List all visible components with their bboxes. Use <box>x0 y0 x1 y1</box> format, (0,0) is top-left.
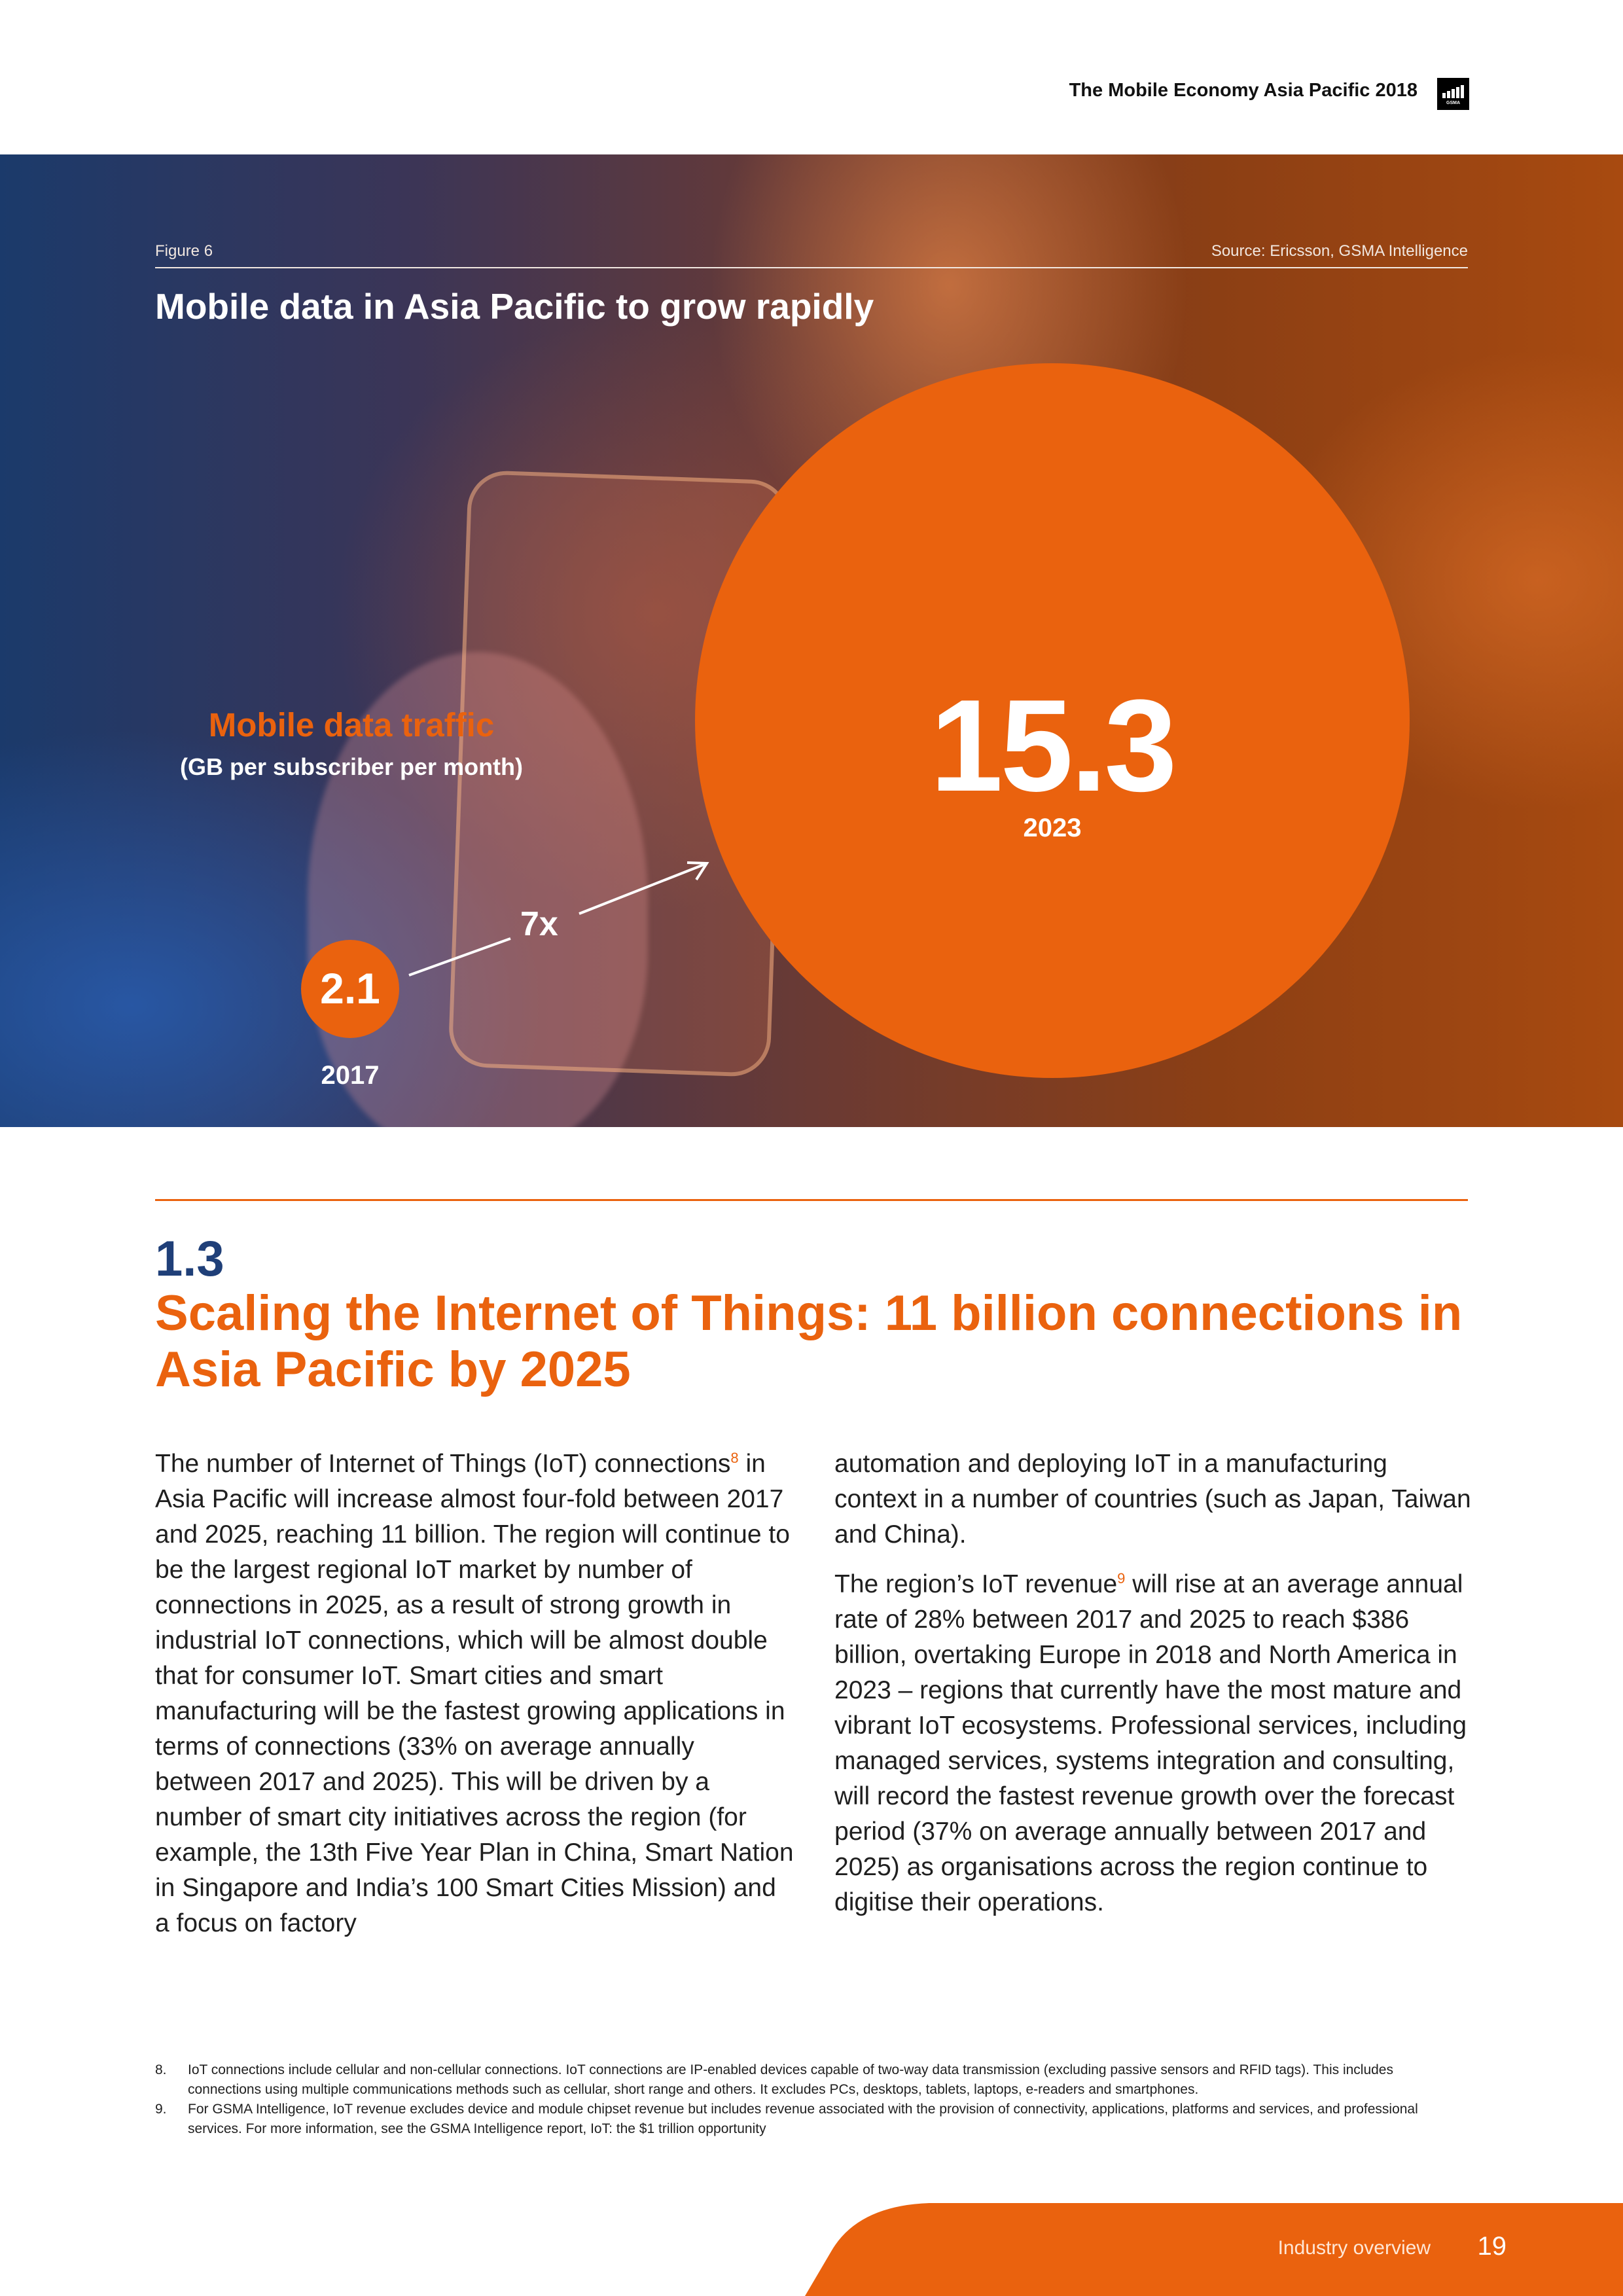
value-bubble-2023 <box>695 363 1410 1078</box>
gsma-logo-icon <box>1437 78 1469 110</box>
section-title: Scaling the Internet of Things: 11 billion connections in Asia Pacific by 2025 <box>155 1285 1463 1397</box>
year-2023: 2023 <box>1023 814 1082 842</box>
figure-source: Source: Ericsson, GSMA Intelligence <box>1211 242 1468 260</box>
footer-section-name: Industry overview <box>1277 2237 1431 2259</box>
section-number: 1.3 <box>155 1231 224 1287</box>
report-title: The Mobile Economy Asia Pacific 2018 <box>1069 80 1418 101</box>
body-paragraph: automation and deploying IoT in a manufacturing context in a number of countries (such as Japan, Taiwan and China). <box>834 1450 1471 1549</box>
arrow-line-upper <box>579 864 705 914</box>
logo-text: GSMA <box>1446 101 1460 105</box>
page-number: 19 <box>1477 2232 1507 2261</box>
body-column-right <box>834 1446 1476 1935</box>
value-bubble-2017 <box>301 940 399 1038</box>
figure-label: Figure 6 <box>155 242 213 260</box>
body-paragraph: The number of Internet of Things (IoT) connections$^8$ in Asia Pacific will increase almost four-fold between 2017 and 2025, reaching 11 billion. The region will continue to be the largest regional IoT market by number of connections in 2025, as a result of strong growth in industrial IoT connections, which will be almost double that for consumer IoT. Smart cities and smart manufacturing will be the fastest growing applications in terms of connections (33% on average annually between 2017 and 2025). This will be driven by a number of smart city initiatives across the region (for example, the 13th Five Year Plan in China, Smart Nation in Singapore and India’s 100 Smart Cities Mission) and a focus on factory <box>155 1450 794 1937</box>
arrow-line-lower <box>409 939 510 975</box>
body-column-left <box>155 1446 796 1956</box>
value-2023: 15.3 <box>930 673 1175 819</box>
body-paragraph: The region’s IoT revenue$^9$ will rise at an average annual rate of 28% between 2017 and 2025 to reach $386 billion, overtaking Europe in 2018 and North America in 2023 – regions that currently have the most mature and vibrant IoT ecosystems. Professional services, including managed services, systems integration and consulting, will record the fastest revenue growth over the forecast period (37% on average annually between 2017 and 2025) as organisations across the region continue to digitise their operations. <box>834 1570 1467 1916</box>
figure-title: Mobile data in Asia Pacific to grow rapidly <box>155 286 874 327</box>
footnote-ref-8[interactable]: 8 <box>730 1450 739 1466</box>
metric-unit: (GB per subscriber per month) <box>179 753 524 780</box>
footnote-item: 8. IoT connections include cellular and non-cellular connections. IoT connections are IP-enabled devices capable of two-way data transmission (excluding passive sensors and RFID tags). This includes connections using multiple communications methods such as cellular, short range and others. It excludes PCs, desktops, tablets, laptops, e-readers and smartphones. <box>155 2062 1393 2097</box>
value-2017: 2.1 <box>320 964 380 1013</box>
footnotes <box>155 2060 1468 2139</box>
growth-multiplier: 7x <box>520 905 558 943</box>
section-divider <box>155 1199 1468 1201</box>
year-2017: 2017 <box>321 1061 380 1090</box>
footnote-item: 9. For GSMA Intelligence, IoT revenue excludes device and module chipset revenue but includes revenue associated with the provision of connectivity, applications, platforms and services, and professional services. For more information, see the GSMA Intelligence report, IoT: the $1 trillion opportunity <box>155 2102 1418 2136</box>
footnote-ref-9[interactable]: 9 <box>1117 1570 1126 1587</box>
metric-label: Mobile data traffic <box>208 706 495 744</box>
figure-panel <box>0 154 1623 1127</box>
